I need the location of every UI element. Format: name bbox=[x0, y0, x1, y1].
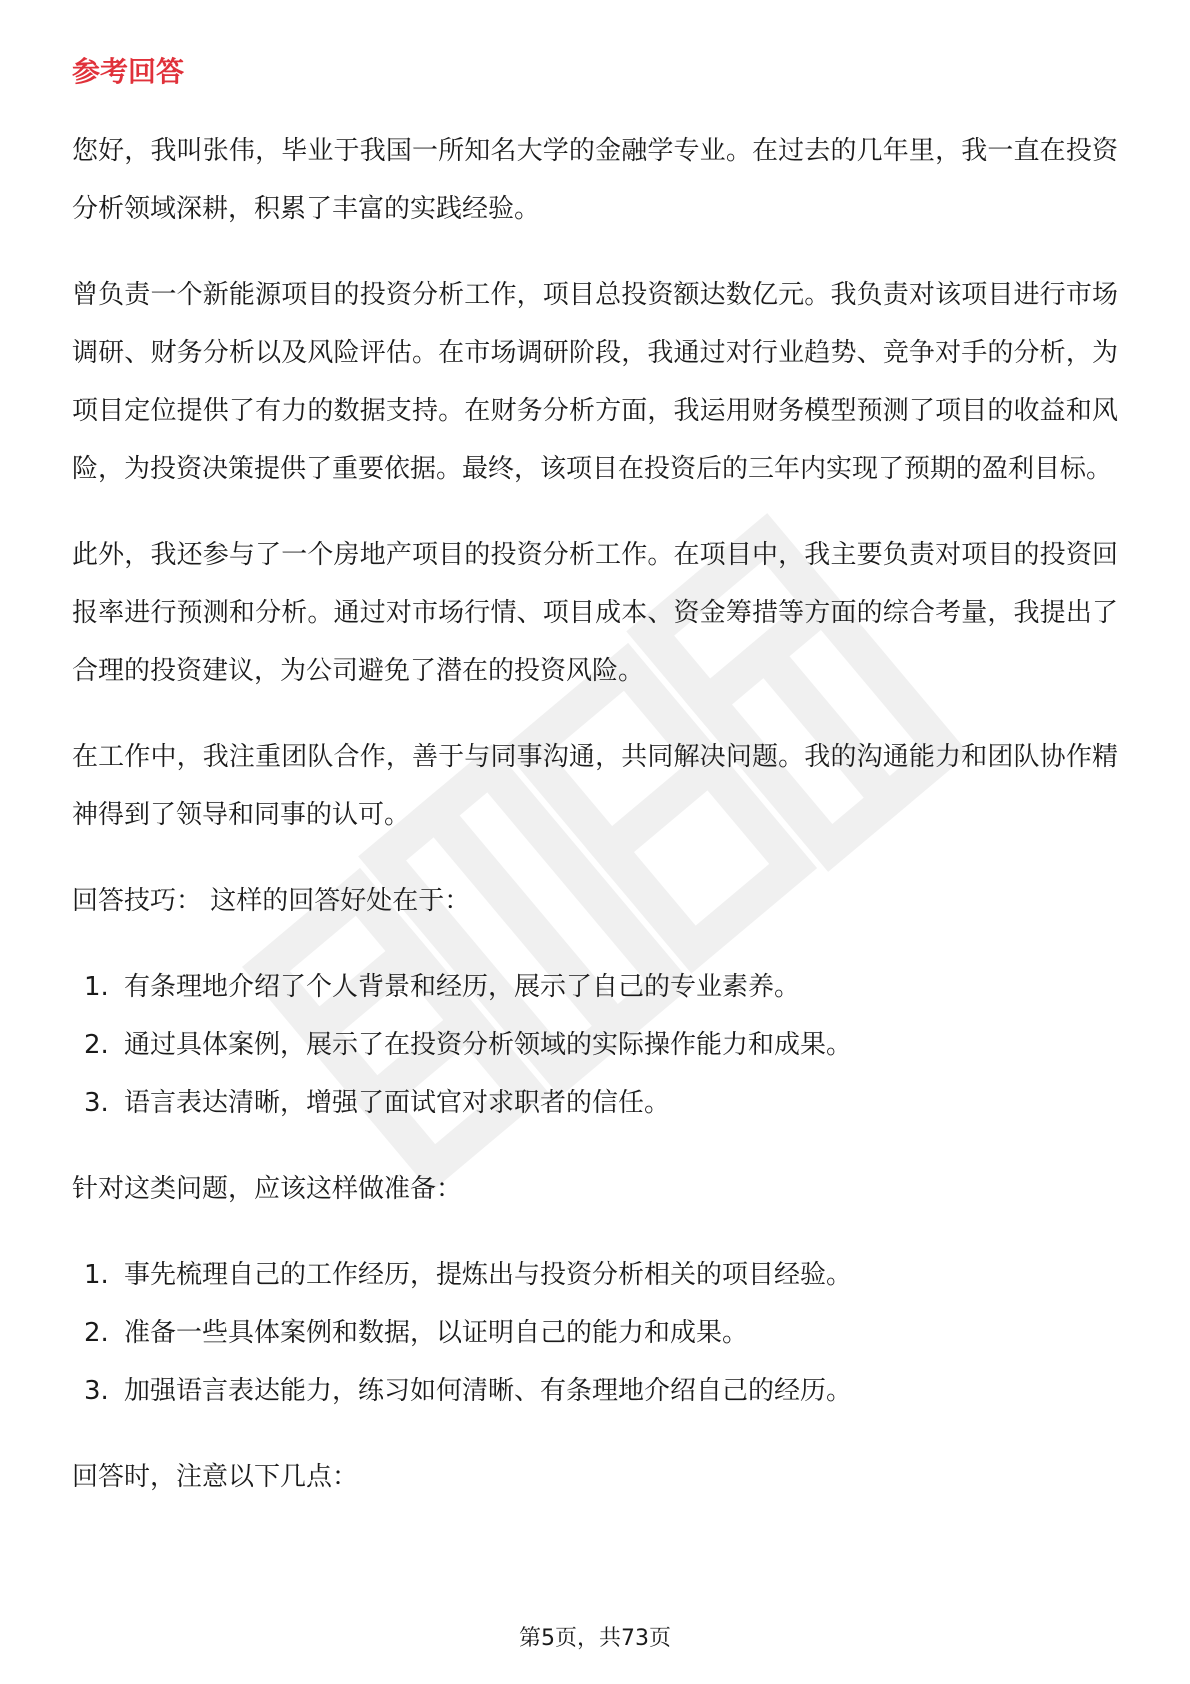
list-item bbox=[72, 958, 1118, 1016]
list-number: 3. bbox=[84, 1088, 109, 1118]
paragraph-project-realestate: 此外，我还参与了一个房地产项目的投资分析工作。在项目中，我主要负责对项目的投资回报率进行预测和分析。通过对市场行情、项目成本、资金筹措等方面的综合考量，我提出了合理的投资建议，为公司避免了潜在的投资风险。 bbox=[72, 540, 1118, 686]
list-item bbox=[72, 1362, 1118, 1420]
list-text: 通过具体案例，展示了在投资分析领域的实际操作能力和成果。 bbox=[124, 1030, 853, 1060]
list-item bbox=[72, 1304, 1118, 1362]
document-content bbox=[72, 48, 1118, 1534]
list-number: 2. bbox=[84, 1318, 109, 1348]
list-text: 事先梳理自己的工作经历，提炼出与投资分析相关的项目经验。 bbox=[124, 1260, 853, 1290]
list-number: 1. bbox=[84, 1260, 109, 1290]
tips-list bbox=[72, 958, 1118, 1132]
list-number: 3. bbox=[84, 1376, 109, 1406]
paragraph-teamwork: 在工作中，我注重团队合作，善于与同事沟通，共同解决问题。我的沟通能力和团队协作精神得到了领导和同事的认可。 bbox=[72, 742, 1118, 830]
prep-list bbox=[72, 1246, 1118, 1420]
list-item bbox=[72, 1246, 1118, 1304]
list-number: 1. bbox=[84, 972, 109, 1002]
list-text: 语言表达清晰，增强了面试官对求职者的信任。 bbox=[124, 1088, 671, 1118]
section-title: 参考回答 bbox=[72, 55, 185, 88]
list-number: 2. bbox=[84, 1030, 109, 1060]
prep-heading: 针对这类问题，应该这样做准备： bbox=[72, 1174, 463, 1204]
paragraph-project-energy: 曾负责一个新能源项目的投资分析工作，项目总投资额达数亿元。我负责对该项目进行市场调研、财务分析以及风险评估。在市场调研阶段，我通过对行业趋势、竞争对手的分析，为项目定位提供了有力的数据支持。在财务分析方面，我运用财务模型预测了项目的收益和风险，为投资决策提供了重要依据。最终，该项目在投资后的三年内实现了预期的盈利目标。 bbox=[72, 280, 1118, 484]
paragraph-intro: 您好，我叫张伟，毕业于我国一所知名大学的金融学专业。在过去的几年里，我一直在投资分析领域深耕，积累了丰富的实践经验。 bbox=[72, 136, 1118, 224]
notes-heading: 回答时，注意以下几点： bbox=[72, 1462, 359, 1492]
list-item bbox=[72, 1016, 1118, 1074]
list-text: 有条理地介绍了个人背景和经历，展示了自己的专业素养。 bbox=[124, 972, 801, 1002]
page-number-footer: 第5页，共73页 bbox=[519, 1626, 671, 1651]
list-text: 加强语言表达能力，练习如何清晰、有条理地介绍自己的经历。 bbox=[124, 1376, 853, 1406]
tips-heading: 回答技巧： 这样的回答好处在于： bbox=[72, 886, 471, 916]
list-item bbox=[72, 1074, 1118, 1132]
list-text: 准备一些具体案例和数据，以证明自己的能力和成果。 bbox=[124, 1318, 749, 1348]
